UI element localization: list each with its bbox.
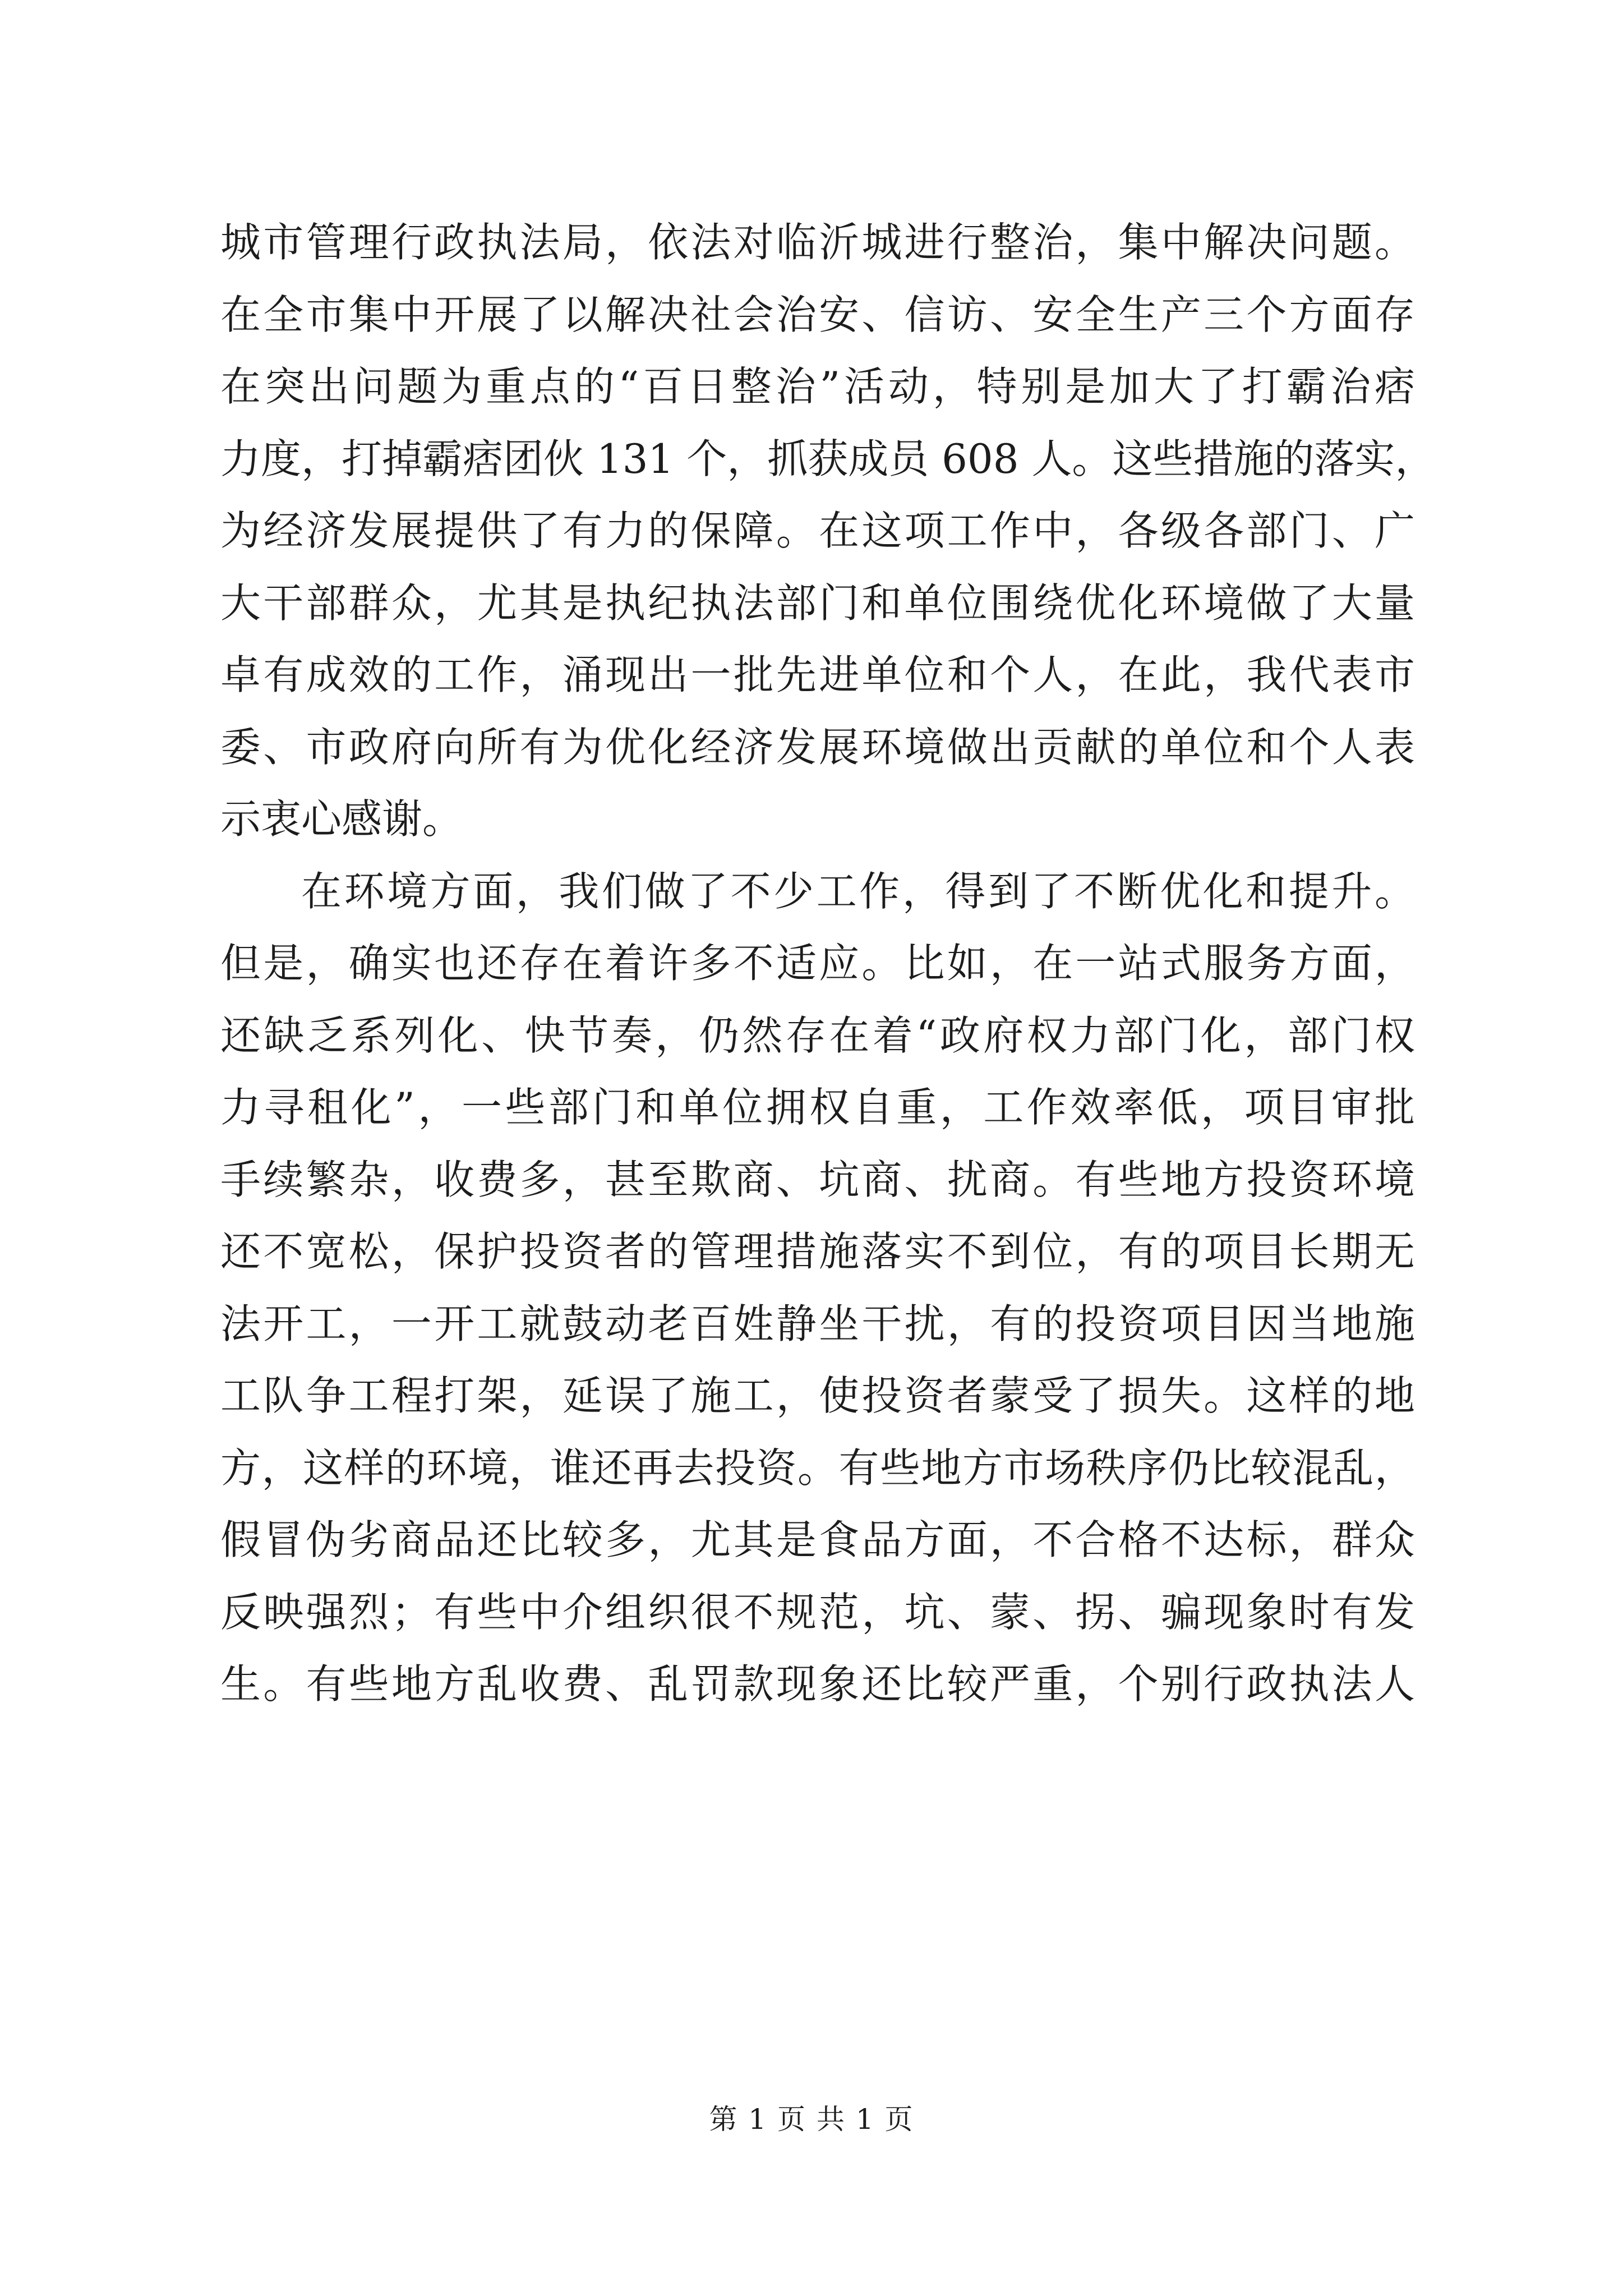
paragraph-line: 大干部群众，尤其是执纪执法部门和单位围绕优化环境做了大量 (220, 579, 1415, 627)
paragraph-line: 在全市集中开展了以解决社会治安、信访、安全生产三个方面存 (220, 291, 1415, 338)
paragraph-line: 工队争工程打架，延误了施工，使投资者蒙受了损失。这样的地 (220, 1372, 1415, 1419)
page-footer: 第 1 页 共 1 页 (709, 2103, 914, 2136)
paragraph-2 (220, 855, 1415, 1720)
body-text (220, 206, 1436, 1720)
paragraph-line: 方，这样的环境，谁还再去投资。有些地方市场秩序仍比较混乱， (220, 1444, 1415, 1492)
paragraph-line: 卓有成效的工作，涌现出一批先进单位和个人，在此，我代表市 (220, 651, 1415, 698)
paragraph-line: 力寻租化”，一些部门和单位拥权自重，工作效率低，项目审批 (220, 1084, 1415, 1131)
paragraph-line: 在突出问题为重点的“百日整治”活动，特别是加大了打霸治痞 (220, 363, 1415, 410)
paragraph-line: 法开工，一开工就鼓动老百姓静坐干扰，有的投资项目因当地施 (220, 1300, 1415, 1347)
paragraph-line: 反映强烈；有些中介组织很不规范，坑、蒙、拐、骗现象时有发 (220, 1588, 1415, 1636)
paragraph-line: 力度，打掉霸痞团伙 131 个，抓获成员 608 人。这些措施的落实， (220, 435, 1436, 482)
paragraph-line: 城市管理行政执法局，依法对临沂城进行整治，集中解决问题。 (220, 219, 1415, 266)
paragraph-line: 还不宽松，保护投资者的管理措施落实不到位，有的项目长期无 (220, 1228, 1415, 1275)
paragraph-line: 示衷心感谢。 (220, 795, 463, 843)
paragraph-line: 为经济发展提供了有力的保障。在这项工作中，各级各部门、广 (220, 507, 1415, 554)
paragraph-1 (220, 206, 1436, 855)
paragraph-line: 在环境方面，我们做了不少工作，得到了不断优化和提升。 (301, 867, 1415, 915)
paragraph-line: 还缺乏系列化、快节奏，仍然存在着“政府权力部门化，部门权 (220, 1011, 1415, 1059)
paragraph-line: 生。有些地方乱收费、乱罚款现象还比较严重，个别行政执法人 (220, 1660, 1415, 1708)
paragraph-line: 但是，确实也还存在着许多不适应。比如，在一站式服务方面， (220, 940, 1415, 987)
paragraph-line: 假冒伪劣商品还比较多，尤其是食品方面，不合格不达标，群众 (220, 1516, 1415, 1563)
paragraph-line: 手续繁杂，收费多，甚至欺商、坑商、扰商。有些地方投资环境 (220, 1156, 1415, 1203)
paragraph-line: 委、市政府向所有为优化经济发展环境做出贡献的单位和个人表 (220, 723, 1415, 771)
